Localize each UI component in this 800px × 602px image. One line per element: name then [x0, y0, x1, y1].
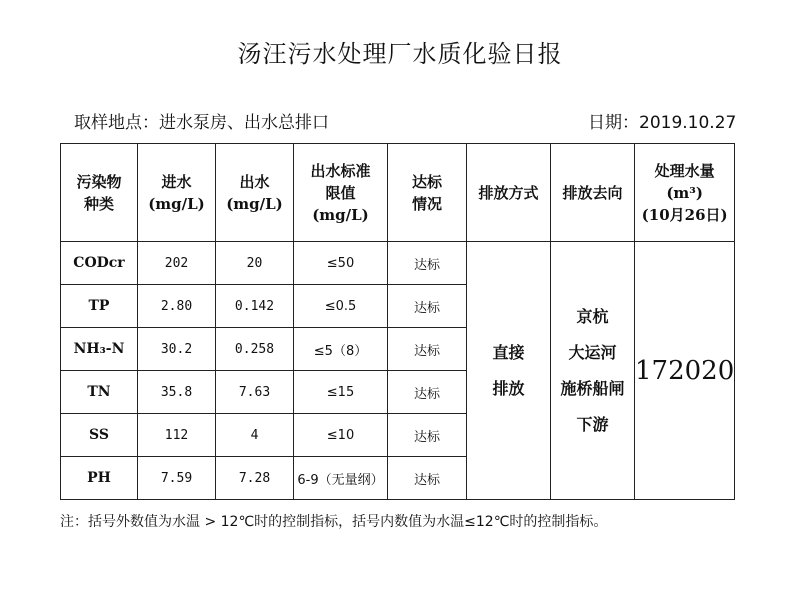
inflow-cell: 35.8 [138, 371, 216, 414]
status-cell: 达标 [388, 285, 467, 328]
status-cell: 达标 [388, 371, 467, 414]
header-inflow: 进水 (mg/L) [138, 144, 216, 242]
inflow-cell: 30.2 [138, 328, 216, 371]
pollutant-cell: TN [61, 371, 138, 414]
sampling-location: 取样地点：进水泵房、出水总排口 [74, 113, 329, 133]
inflow-cell: 202 [138, 242, 216, 285]
header-volume: 处理水量 (m³) (10月26日) [635, 144, 735, 242]
inflow-cell: 7.59 [138, 457, 216, 500]
header-row [61, 144, 735, 242]
header-outflow: 出水 (mg/L) [216, 144, 294, 242]
standard-cell: ≤0.5 [294, 285, 388, 328]
pollutant-cell: SS [61, 414, 138, 457]
pollutant-cell: PH [61, 457, 138, 500]
header-standard: 出水标准 限值 (mg/L) [294, 144, 388, 242]
header-discharge-method: 排放方式 [467, 144, 551, 242]
standard-cell: ≤5（8） [294, 328, 388, 371]
inflow-cell: 112 [138, 414, 216, 457]
footnote: 注：括号外数值为水温 > 12℃时的控制指标，括号内数值为水温≤12℃时的控制指标。 [60, 514, 608, 530]
status-cell: 达标 [388, 457, 467, 500]
report-title: 汤汪污水处理厂水质化验日报 [237, 40, 563, 68]
standard-cell: 6-9（无量纲） [294, 457, 388, 500]
outflow-cell: 4 [216, 414, 294, 457]
table-row [61, 242, 735, 285]
outflow-cell: 0.258 [216, 328, 294, 371]
pollutant-cell: CODcr [61, 242, 138, 285]
discharge-method-cell: 直接 排放 [467, 242, 551, 500]
status-cell: 达标 [388, 242, 467, 285]
standard-cell: ≤50 [294, 242, 388, 285]
pollutant-cell: NH₃-N [61, 328, 138, 371]
pollutant-cell: TP [61, 285, 138, 328]
report-date: 日期：2019.10.27 [588, 113, 737, 133]
status-cell: 达标 [388, 414, 467, 457]
header-status: 达标 情况 [388, 144, 467, 242]
header-pollutant: 污染物 种类 [61, 144, 138, 242]
standard-cell: ≤10 [294, 414, 388, 457]
outflow-cell: 20 [216, 242, 294, 285]
standard-cell: ≤15 [294, 371, 388, 414]
water-quality-table [60, 143, 735, 500]
outflow-cell: 0.142 [216, 285, 294, 328]
outflow-cell: 7.28 [216, 457, 294, 500]
outflow-cell: 7.63 [216, 371, 294, 414]
discharge-destination-cell: 京杭 大运河 施桥船闸 下游 [551, 242, 635, 500]
header-discharge-destination: 排放去向 [551, 144, 635, 242]
inflow-cell: 2.80 [138, 285, 216, 328]
status-cell: 达标 [388, 328, 467, 371]
volume-cell: 172020 [635, 242, 735, 500]
